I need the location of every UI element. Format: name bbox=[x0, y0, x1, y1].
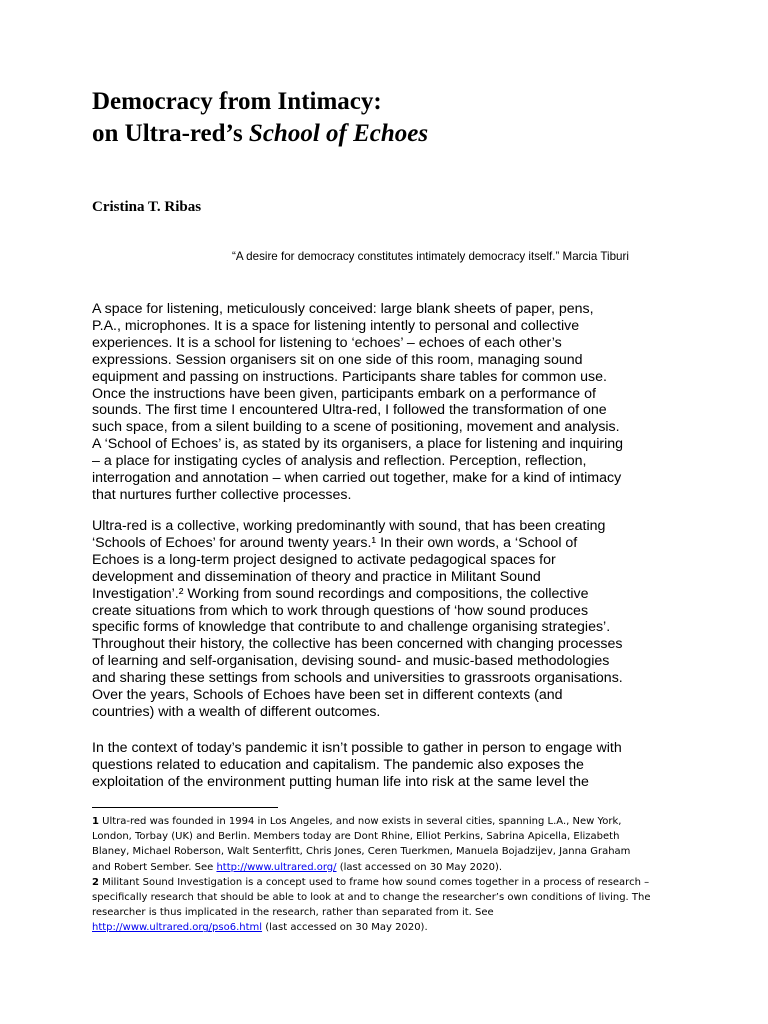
paragraph-line: countries) with a wealth of different outcomes. bbox=[92, 703, 381, 720]
paragraph-line: P.A., microphones. It is a space for listening intently to personal and collective bbox=[92, 317, 580, 334]
footnote-line bbox=[92, 920, 692, 935]
paragraph-line: and sharing these settings from schools and universities to grassroots organisations. bbox=[92, 670, 623, 687]
footnote-number: 1 bbox=[92, 816, 99, 827]
footnote-2 bbox=[92, 875, 692, 936]
footnote-text: Militant Sound Investigation is a concept used to frame how sound comes together in a process of research – bbox=[98, 876, 650, 888]
paragraph-line: ‘Schools of Echoes’ for around twenty years.¹ In their own words, a ‘School of bbox=[92, 534, 578, 551]
footnote-line: specifically research that should be able to look at and to change the researcher’s own conditions of living. The bbox=[92, 892, 651, 904]
paragraph-line: Over the years, Schools of Echoes have been set in different contexts (and bbox=[92, 687, 563, 704]
footnote-line bbox=[92, 860, 692, 875]
epigraph-quote: “A desire for democracy constitutes intimately democracy itself.” Marcia Tiburi bbox=[232, 250, 629, 263]
paragraph-line: – a place for instigating cycles of analysis and reflection. Perception, reflection, bbox=[92, 453, 587, 470]
footnote-separator bbox=[92, 807, 278, 808]
paragraph-line: A space for listening, meticulously conceived: large blank sheets of paper, pens, bbox=[92, 301, 594, 317]
paragraph-line: In the context of today’s pandemic it isn’t possible to gather in person to engage with bbox=[92, 740, 622, 756]
paragraph-line: expressions. Session organisers sit on one side of this room, managing sound bbox=[92, 351, 583, 368]
footnote-line: researcher is thus implicated in the research, rather than separated from it. See bbox=[92, 907, 494, 919]
paragraph-line: questions related to education and capitalism. The pandemic also exposes the bbox=[92, 756, 584, 773]
paragraph-line: Investigation’.² Working from sound recordings and compositions, the collective bbox=[92, 585, 589, 602]
footnote-text: and Robert Sember. See bbox=[92, 861, 217, 873]
paragraph-line: Once the instructions have been given, participants embark on a performance of bbox=[92, 385, 596, 402]
footnotes bbox=[92, 814, 692, 936]
paragraph-line: Echoes is a long-term project designed to activate pedagogical spaces for bbox=[92, 551, 556, 568]
footnote-text: (last accessed on 30 May 2020). bbox=[336, 861, 503, 873]
paragraph-line: equipment and passing on instructions. Participants share tables for common use. bbox=[92, 368, 607, 385]
footnote-number: 2 bbox=[92, 876, 99, 888]
article-title bbox=[92, 86, 712, 150]
paragraph-line: that nurtures further collective processes. bbox=[92, 486, 352, 503]
paragraph-line: development and dissemination of theory and practice in Militant Sound bbox=[92, 568, 541, 585]
paragraph-line: create situations from which to work through questions of ‘how sound produces bbox=[92, 602, 589, 619]
paragraph-line: such space, from a silent building to a scene of positioning, movement and analysis. bbox=[92, 419, 620, 436]
paragraph-line: of learning and self-organisation, devising sound- and music-based methodologies bbox=[92, 653, 610, 670]
ultrared-link[interactable]: http://www.ultrared.org/ bbox=[216, 861, 337, 873]
paragraph-line: sounds. The first time I encountered Ultra-red, I followed the transformation of one bbox=[92, 402, 607, 419]
paragraph-1 bbox=[92, 301, 692, 504]
author-name: Cristina T. Ribas bbox=[92, 199, 202, 215]
pso6-link[interactable]: http://www.ultrared.org/pso6.html bbox=[92, 922, 263, 934]
paragraph-line: Ultra-red is a collective, working predominantly with sound, that has been creating bbox=[92, 518, 606, 534]
footnote-line: Blaney, Michael Roberson, Walt Senterfitt, Chris Jones, Ceren Tuerkmen, Manuela Bojadzijev, Janna Graham bbox=[92, 846, 631, 858]
paragraph-3 bbox=[92, 740, 692, 791]
paragraph-line: A ‘School of Echoes’ is, as stated by its organisers, a place for listening and inquiring bbox=[92, 436, 624, 453]
paragraph-line: specific forms of knowledge that contribute to and challenge organising strategies’. bbox=[92, 619, 611, 636]
paragraph-2 bbox=[92, 518, 692, 721]
footnote-1 bbox=[92, 814, 692, 875]
title-line-2-italic: School of Echoes bbox=[248, 120, 429, 147]
title-line-1: Democracy from Intimacy: bbox=[92, 88, 382, 115]
paragraph-line: exploitation of the environment putting human life into risk at the same level the bbox=[92, 773, 589, 790]
footnote-line bbox=[92, 875, 692, 890]
paragraph-line: interrogation and annotation – when carried out together, make for a kind of intimacy bbox=[92, 470, 622, 487]
footnote-text: (last accessed on 30 May 2020). bbox=[262, 922, 428, 934]
title-line-2 bbox=[92, 118, 712, 150]
footnote-line bbox=[92, 814, 692, 829]
title-line-2-prefix: on Ultra-red’s bbox=[92, 120, 249, 147]
footnote-text: Ultra-red was founded in 1994 in Los Angeles, and now exists in several cities, spanning L.A., New York, bbox=[98, 816, 622, 827]
footnote-line: London, Torbay (UK) and Berlin. Members today are Dont Rhine, Elliot Perkins, Sabrina Apicella, Elizabeth bbox=[92, 831, 620, 843]
paragraph-line: experiences. It is a school for listening to ‘echoes’ – echoes of each other’s bbox=[92, 334, 562, 351]
paragraph-line: Throughout their history, the collective has been concerned with changing processes bbox=[92, 636, 623, 653]
